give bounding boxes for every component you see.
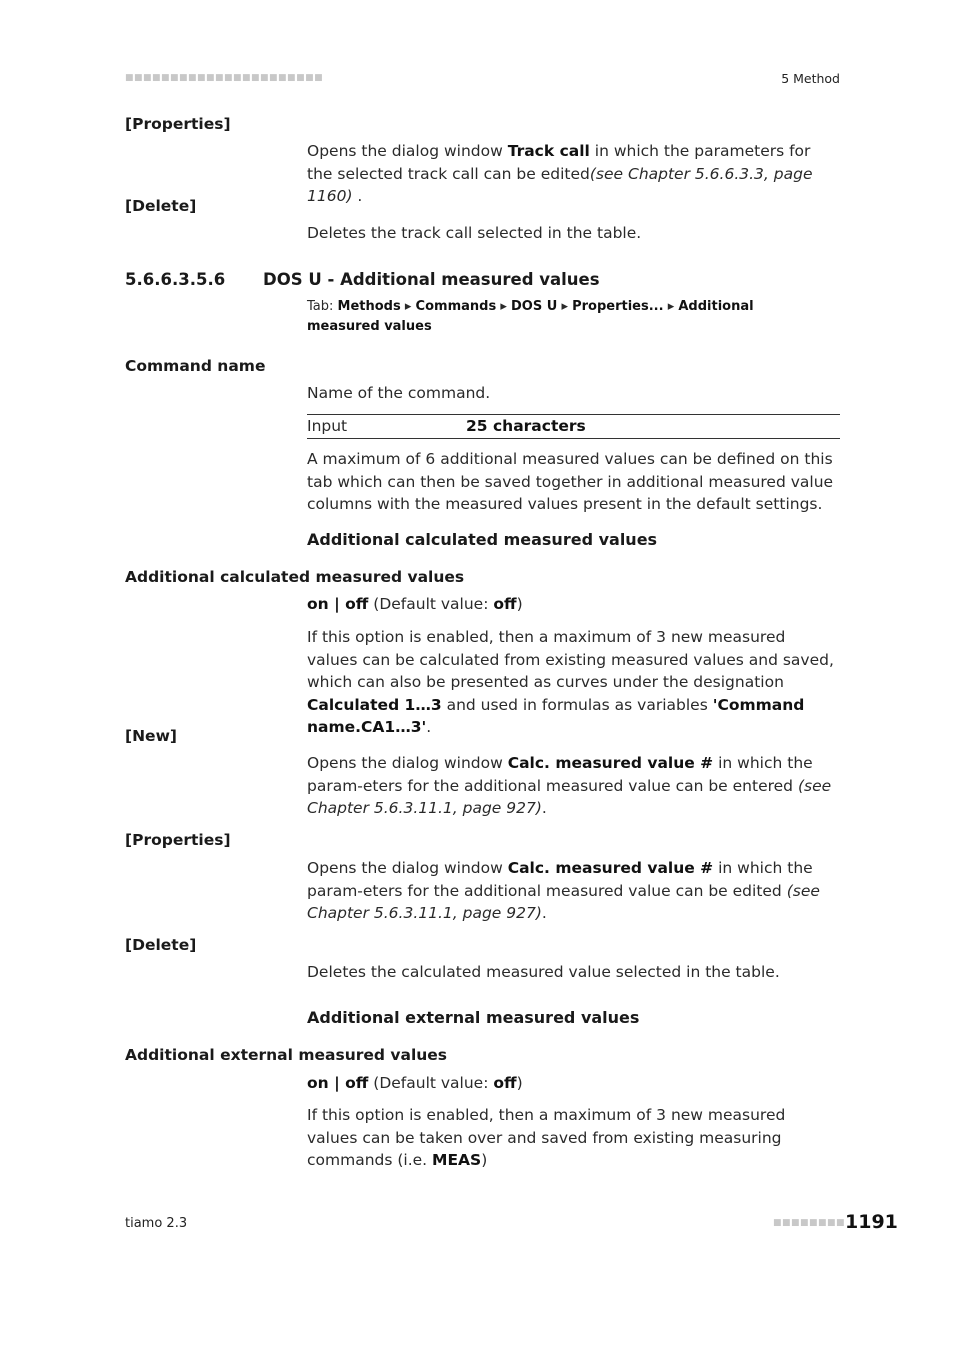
term-properties-2: [Properties] [125, 831, 231, 849]
section-title: DOS U - Additional measured values [263, 270, 600, 289]
command-name-description: Name of the command. [307, 384, 491, 402]
table-bottom-rule [307, 438, 840, 439]
subheading-external: Additional external measured values [307, 1008, 640, 1027]
properties-2-description: Opens the dialog window Calc. measured value # in which the param-eters for the additional measured value can be edited (see Chapter 5.6.3.11.1, page 927). [307, 859, 820, 922]
term-delete-2: [Delete] [125, 936, 197, 954]
table-key: Input [307, 417, 348, 435]
calculated-default-value: on | off (Default value: off) [307, 595, 523, 613]
header-decoration: ■■■■■■■■■■■■■■■■■■■■■■ [125, 73, 324, 83]
tab-breadcrumb: Tab: Methods ▸ Commands ▸ DOS U ▸ Properties... ▸ Additional measured values [307, 299, 754, 334]
term-new: [New] [125, 727, 177, 745]
footer-product: tiamo 2.3 [125, 1216, 188, 1231]
subheading-calculated: Additional calculated measured values [307, 530, 658, 549]
new-description: Opens the dialog window Calc. measured value # in which the param-eters for the additional measured value can be entered (see Chapter 5.6.3.11.1, page 927). [307, 754, 832, 817]
section-number: 5.6.6.3.5.6 [125, 270, 226, 289]
delete-description: Deletes the track call selected in the table. [307, 224, 642, 242]
external-description: If this option is enabled, then a maximum of 3 new measured values can be taken over and saved from existing measuring commands (i.e. MEAS) [307, 1106, 786, 1169]
term-command-name: Command name [125, 357, 266, 375]
properties-description: Opens the dialog window Track call in which the parameters for the selected track call can be edited(see Chapter 5.6.6.3.3, page 1160) . [307, 142, 813, 205]
table-value: 25 characters [466, 417, 586, 435]
header-chapter: 5 Method [781, 71, 840, 86]
term-additional-external: Additional external measured values [125, 1046, 448, 1064]
calculated-description: If this option is enabled, then a maximum of 3 new measured values can be calculated from existing measured values and saved, which can also be presented as curves under the designation Calculated 1…3 and used in formulas as variables 'Command name.CA1…3'. [307, 628, 834, 736]
term-delete: [Delete] [125, 197, 197, 215]
external-default-value: on | off (Default value: off) [307, 1074, 523, 1092]
term-additional-calculated: Additional calculated measured values [125, 568, 465, 586]
footer-decoration: ■■■■■■■■ [773, 1218, 846, 1228]
command-name-note: A maximum of 6 additional measured values can be defined on this tab which can then be saved together in additional measured value columns with the measured values present in the default settings. [307, 450, 834, 513]
page-number: 1191 [845, 1211, 898, 1233]
term-properties: [Properties] [125, 115, 231, 133]
delete-2-description: Deletes the calculated measured value selected in the table. [307, 963, 780, 981]
